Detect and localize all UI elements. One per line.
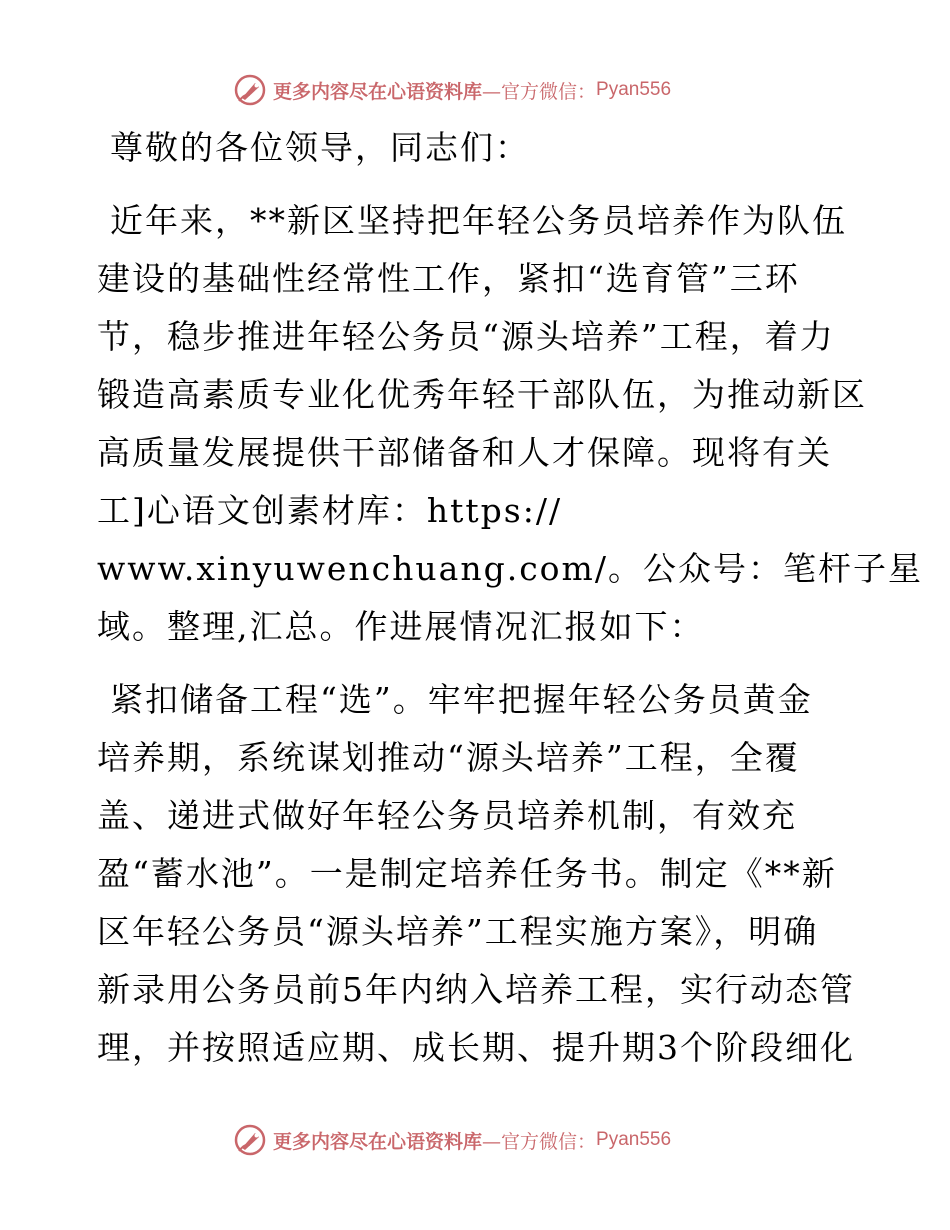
footer-banner: [233, 1122, 753, 1158]
paragraph-2-line: 紧扣储备工程“选”。牢牢把握年轻公务员黄金: [110, 680, 813, 719]
paragraph-2-line: 区年轻公务员“源头培养”工程实施方案》，明确: [97, 912, 819, 951]
banner-sub-text: —官方微信：: [482, 80, 597, 103]
paragraph-1-line: 近年来，**新区坚持把年轻公务员培养作为队伍: [110, 201, 847, 240]
banner-sub-text: —官方微信：: [482, 1130, 597, 1153]
paragraph-1-line: 建设的基础性经常性工作，紧扣“选育管”三环: [97, 259, 800, 298]
banner-main-text: 更多内容尽在心语资料库: [273, 80, 483, 103]
paragraph-1-line: 锻造高素质专业化优秀年轻干部队伍，为推动新区: [97, 375, 867, 414]
paragraph-1-line: 高质量发展提供干部储备和人才保障。现将有关: [97, 433, 832, 472]
paragraph-2-line: 理，并按照适应期、成长期、提升期3个阶段细化: [97, 1028, 855, 1067]
header-banner: [233, 72, 753, 108]
paragraph-1-line: 域。整理,汇总。作进展情况汇报如下：: [97, 607, 705, 646]
paragraph-1-line: www.xinyuwenchuang.com/。公众号：笔杆子星: [97, 549, 923, 588]
pen-nib-logo-icon: [233, 73, 267, 107]
paragraph-1-line: 节，稳步推进年轻公务员“源头培养”工程，着力: [97, 317, 835, 356]
paragraph-1-line: 工]心语文创素材库：https://: [97, 491, 563, 530]
banner-main-text: 更多内容尽在心语资料库: [273, 1130, 483, 1153]
paragraph-2-line: 培养期，系统谋划推动“源头培养”工程，全覆: [97, 738, 800, 777]
pen-nib-logo-icon: [233, 1123, 267, 1157]
banner-wechat-id: Pyan556: [596, 1129, 672, 1150]
paragraph-2-line: 盈“蓄水池”。一是制定培养任务书。制定《**新: [97, 854, 837, 893]
paragraph-2-line: 新录用公务员前5年内纳入培养工程，实行动态管: [97, 970, 855, 1009]
salutation: 尊敬的各位领导，同志们：: [110, 128, 530, 167]
banner-wechat-id: Pyan556: [596, 79, 672, 100]
paragraph-2-line: 盖、递进式做好年轻公务员培养机制，有效充: [97, 796, 797, 835]
